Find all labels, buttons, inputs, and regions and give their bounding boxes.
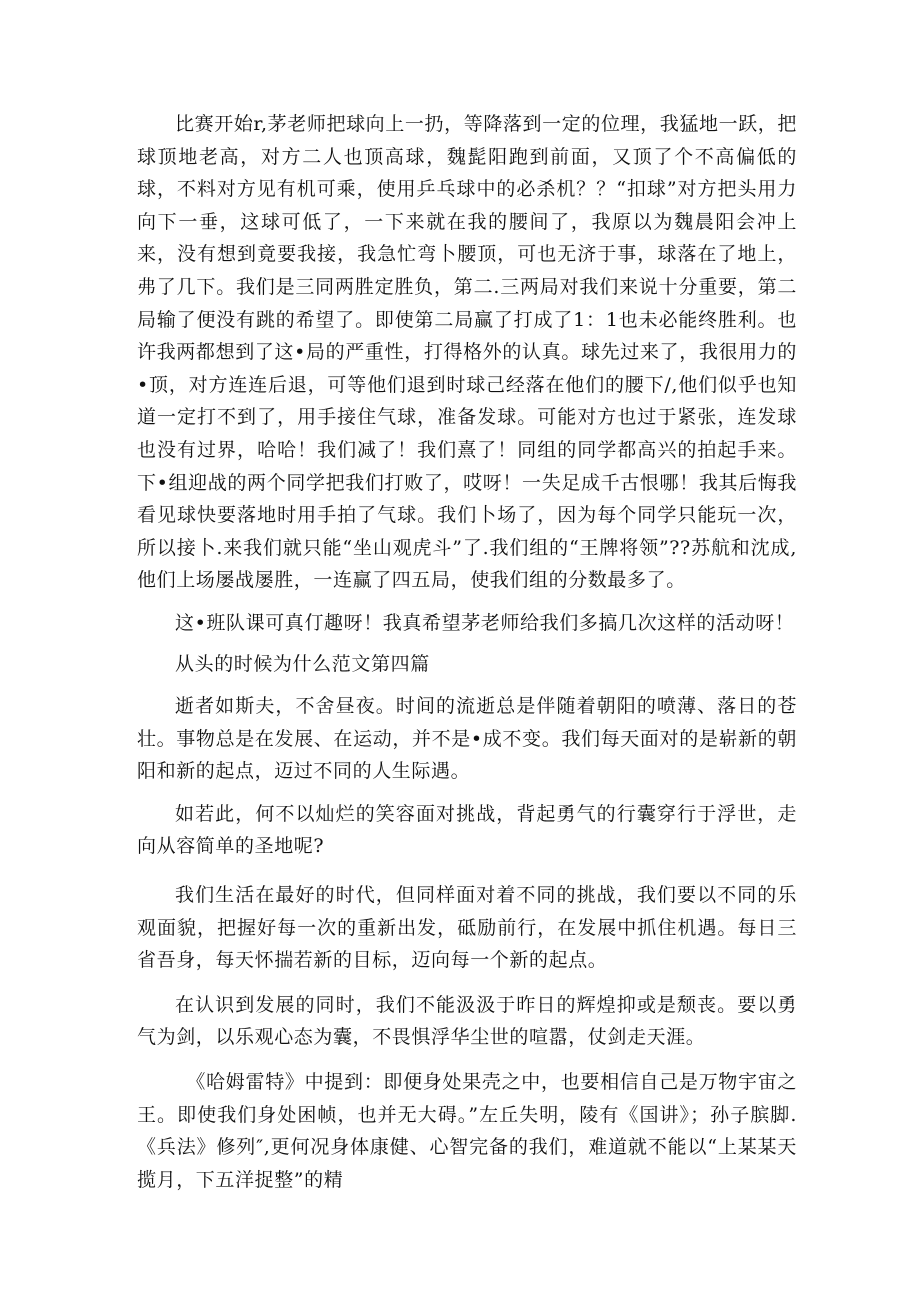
paragraph-best-era: 我们生活在最好的时代，但同样面对着不同的挑战，我们要以不同的乐观面貌，把握好每一次的重新出发，砥励前行，在发展中抓住机遇。每日三省吾身，每天怀揣若新的目标，迈向每一个新的起点。: [137, 884, 797, 972]
paragraph-face-challenge: 如若此，何不以灿烂的笑容面对挑战，背起勇气的行囊穿行于浮世，走向从容简单的圣地呢?: [137, 802, 797, 858]
paragraph-hamlet-quote: 《哈姆雷特》中提到：即便身处果壳之中，也要相信自己是万物宇宙之王。即使我们身处困帧，也并无大碍。”左丘失明，陵有《国讲》；孙子膑脚.《兵法》修列″,更何况身体康健、心智完备的我们，难道就不能以“上某某天揽月，下五洋捉整”的精: [137, 1071, 797, 1191]
paragraph-class-activity: 这•班队课可真仃趣呀！我真希望茅老师给我们多搞几次这样的活动呀！: [175, 611, 795, 634]
paragraph-volleyball-match: 比赛开始r,茅老师把球向上一扔，等降落到一定的位理，我猛地一跃，把球顶地老高，对方二人也顶高球，魏髭阳跑到前面，又顶了个不高偏低的球，不料对方见有机可乘，使用乒乓球中的必杀机？？“扣球”对方把头用力向下一垂，这球可低了，一下来就在我的腰间了，我原以为魏晨阳会冲上来，没有想到竟要我接，我急忙弯卜腰顶，可也无济于事，球落在了地上，弗了几下。我们是三同两胜定胜负，第二.三两局对我们来说十分重要，第二局输了便没有跳的希望了。即使第二局赢了打成了1：1也未必能终胜利。也许我两都想到了这•局的严重性，打得格外的认真。球先过来了，我很用力的•顶，对方连连后退，可等他们退到时球己经落在他们的腰下/,他们似乎也知道一定打不到了，用手接住气球，准备发球。可能对方也过于紧张，连发球也没有过界，哈哈！我们减了！我们熹了！同组的同学都高兴的拍起手来。下•组迎战的两个同学把我们打败了，哎呀！一失足成千古恨哪！我其后悔我看见球快要落地时用手拍了气球。我们卜场了，因为每个同学只能玩一次，所以接卜.来我们就只能“坐山观虎斗”了.我们组的“王牌将领”??苏航和沈成,他们上场屡战屡胜，一连赢了四五局，使我们组的分数最多了。: [137, 113, 797, 592]
section-heading: 从头的时候为什么范文第四篇: [175, 652, 430, 675]
paragraph-courage: 在认识到发展的同时，我们不能汲汲于昨日的辉煌抑或是颓丧。要以勇气为剑，以乐观心态为囊，不畏惧浮华尘世的喧嚣，仗剑走天涯。: [137, 993, 797, 1049]
document-body: [137, 108, 797, 1196]
paragraph-time-passing: 逝者如斯夫，不舍昼夜。时间的流逝总是伴随着朝阳的喷薄、落日的苍壮。事物总是在发展、在运动，并不是•成不变。我们每天面对的是崭新的朝阳和新的起点，迈过不同的人生际遇。: [137, 695, 797, 783]
